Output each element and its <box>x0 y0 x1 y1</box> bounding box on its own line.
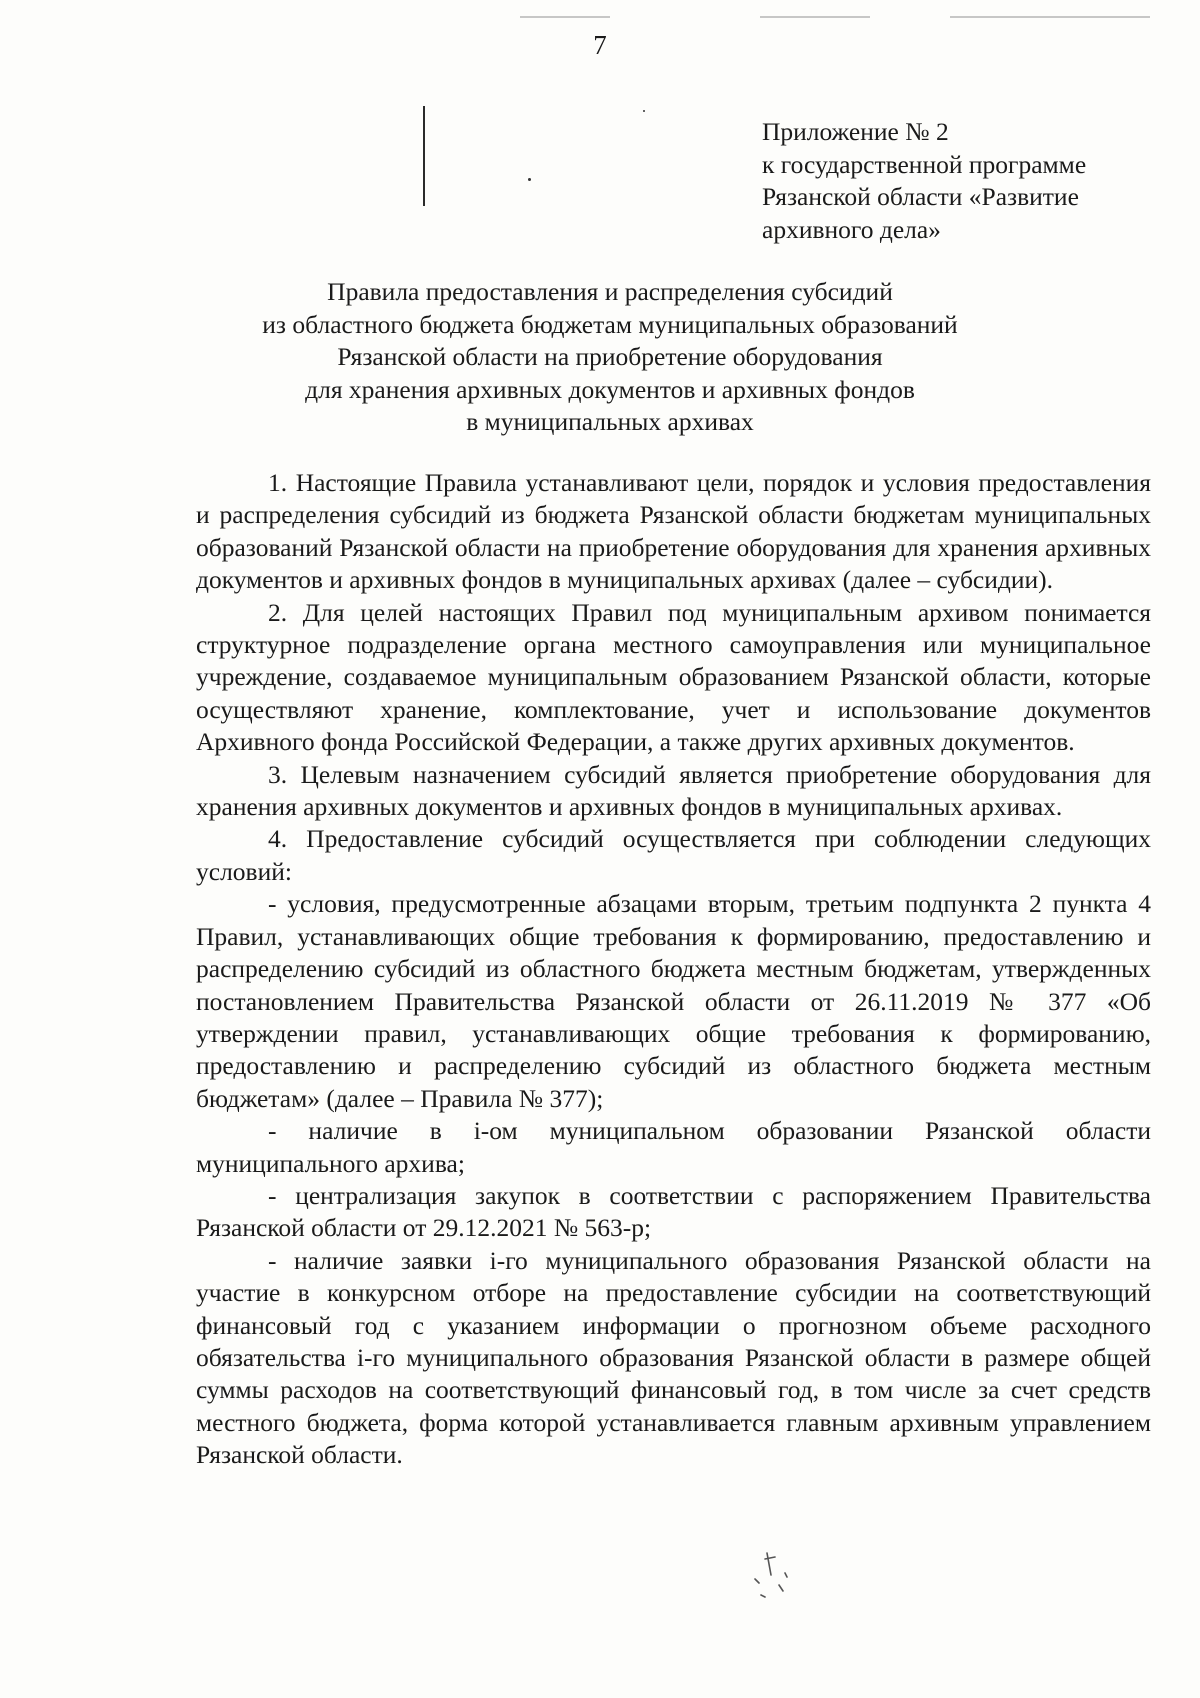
scan-artifact <box>760 16 870 18</box>
paragraph: - наличие в i-ом муниципальном образовании Рязанской области муниципального архива; <box>196 1116 1151 1178</box>
scan-speck <box>528 178 531 181</box>
paragraph: 2. Для целей настоящих Правил под муниципальным архивом понимается структурное подразделение органа местного самоуправления или муниципальное учреждение, создаваемое муниципальным образованием Рязанской области, которые осуществляют хранение, комплектование, учет и использование документов Архивного фонда Российской Федерации, а также других архивных документов. <box>196 597 1151 757</box>
title-line: Рязанской области на приобретение оборудования <box>337 342 883 371</box>
appendix-block <box>762 116 1086 246</box>
paragraph: - наличие заявки i-го муниципального образования Рязанской области на участие в конкурсном отборе на предоставление субсидии на соответствующий финансовый год с указанием информации о прогнозном объеме расходного обязательства i-го муниципального образования Рязанской области в размере общей суммы расходов на соответствующий финансовый год, в том числе за счет средств местного бюджета, форма которой устанавливается главным архивным управлением Рязанской области. <box>196 1245 1151 1470</box>
paragraph: - условия, предусмотренные абзацами вторым, третьим подпункта 2 пункта 4 Правил, устанавливающих общие требования к формированию, предоставлению и распределению субсидий из областного бюджета местным бюджетам, утвержденных постановлением Правительства Рязанской области от 26.11.2019 № 377 «Об утверждении правил, устанавливающих общие требования к формированию, предоставлению и распределению субсидий из областного бюджета местным бюджетам» (далее – Правила № 377); <box>196 889 1151 1113</box>
title-line: из областного бюджета бюджетам муниципальных образований <box>262 309 958 339</box>
appendix-line: архивного дела» <box>762 214 941 244</box>
appendix-line: к государственной программе <box>762 149 1087 179</box>
appendix-line: Приложение № 2 <box>762 117 949 146</box>
scan-artifact <box>950 16 1150 18</box>
scan-mark <box>735 1545 815 1605</box>
paragraph: - централизация закупок в соответствии с распоряжением Правительства Рязанской области от 29.12.2021 № 563-р; <box>196 1180 1151 1243</box>
title-line: Правила предоставления и распределения субсидий <box>327 277 893 306</box>
appendix-line: Рязанской области «Развитие <box>762 182 1079 211</box>
paragraph: 4. Предоставление субсидий осуществляется при соблюдении следующих условий: <box>196 824 1151 886</box>
title-line: для хранения архивных документов и архивных фондов <box>305 374 915 404</box>
document-body <box>196 467 1151 1472</box>
page-number: 7 <box>593 30 607 60</box>
margin-line <box>423 106 425 206</box>
document-title <box>180 276 1040 439</box>
paragraph: 3. Целевым назначением субсидий является приобретение оборудования для хранения архивных документов и архивных фондов в муниципальных архивах. <box>196 759 1151 822</box>
paragraph: 1. Настоящие Правила устанавливают цели, порядок и условия предоставления и распределения субсидий из бюджета Рязанской области бюджетам муниципальных образований Рязанской области на приобретение оборудования для хранения архивных документов и архивных фондов в муниципальных архивах (далее – субсидии). <box>196 468 1151 595</box>
scan-artifact <box>520 16 610 18</box>
title-line: в муниципальных архивах <box>466 407 754 436</box>
scan-speck <box>643 110 645 112</box>
